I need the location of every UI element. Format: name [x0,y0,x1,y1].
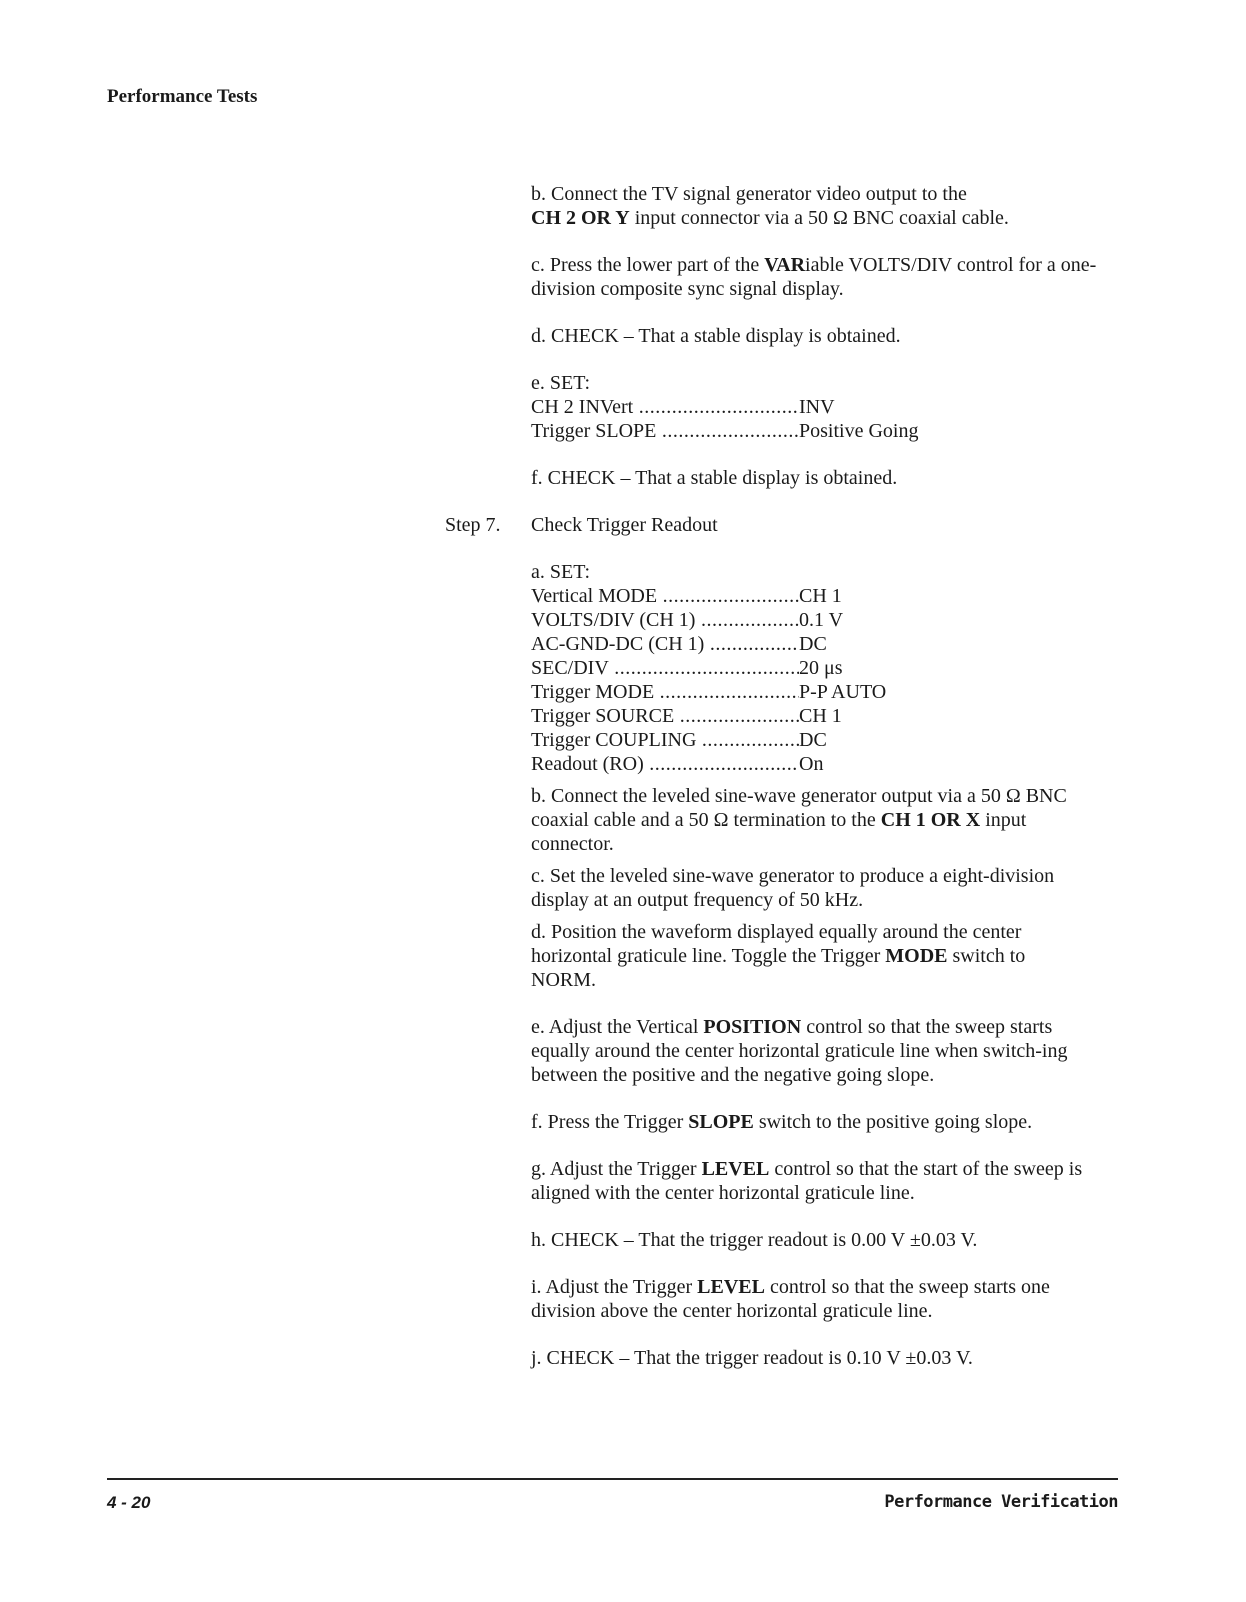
step-b-connect-tv: b. Connect the TV signal generator video output to the CH 2 OR Y input connector via a 50 Ω BNC coaxial cable. [531,183,1009,229]
step-7f-press-slope: f. Press the Trigger SLOPE switch to the positive going slope. [531,1111,1033,1133]
bold-term: SLOPE [688,1111,754,1133]
page-header-title: Performance Tests [107,86,258,107]
bold-term: LEVEL [697,1276,765,1298]
setting-label: AC-GND-DC (CH 1) ..... [531,632,799,656]
bold-term: LEVEL [701,1158,770,1180]
step-7d-position: d. Position the waveform displayed equally around the center horizontal graticule line. Toggle the Trigger MODE switch to NORM. [531,921,1026,991]
bold-term: CH 2 OR Y [531,207,630,229]
setting-label: VOLTS/DIV (CH 1) ..... [531,608,799,632]
step-7e-adjust-position: e. Adjust the Vertical POSITION control so that the sweep starts equally around the center horizontal graticule line when switch-ing between the positive and the negative going slope. [531,1016,1068,1086]
setting-row [531,584,1131,608]
setting-row [531,632,1131,656]
setting-value: Positive Going [799,420,919,442]
bold-term: POSITION [703,1016,802,1038]
step-number: Step 7. [445,514,501,536]
setting-label: Trigger SOURCE ..... [531,704,799,728]
setting-row [531,728,1131,752]
setting-label: Readout (RO) ..... [531,752,799,776]
setting-value: DC [799,729,827,751]
setting-label: CH 2 INVert ..... [531,395,799,419]
setting-value: 20 μs [799,657,843,679]
setting-value: On [799,753,824,775]
document-body [445,182,1131,1370]
setting-row [531,419,1131,443]
step-d-check: d. CHECK – That a stable display is obtained. [531,325,901,347]
setting-label: Trigger COUPLING ..... [531,728,799,752]
setting-row [531,656,1131,680]
settings-list-a [531,560,1131,776]
step-7b-connect: b. Connect the leveled sine-wave generator output via a 50 Ω BNC coaxial cable and a 50 Ω termination to the CH 1 OR X input connector. [531,785,1067,855]
footer-divider [107,1478,1118,1480]
setting-value: CH 1 [799,585,842,607]
setting-value: CH 1 [799,705,842,727]
page-number: 4 - 20 [107,1493,151,1512]
settings-list-e [531,371,1131,443]
setting-value: P-P AUTO [799,681,887,703]
setting-value: 0.1 V [799,609,844,631]
setting-row [531,608,1131,632]
settings-title: e. SET: [531,372,590,394]
step-7c-set-generator: c. Set the leveled sine-wave generator to produce a eight-division display at an output frequency of 50 kHz. [531,865,1055,911]
bold-term: CH 1 OR X [880,809,981,831]
step-7-heading [445,513,1131,537]
step-7i-adjust-level: i. Adjust the Trigger LEVEL control so that the sweep starts one division above the center horizontal graticule line. [531,1276,1050,1322]
setting-label: SEC/DIV ..... [531,656,799,680]
step-f-check: f. CHECK – That a stable display is obtained. [531,467,898,489]
step-7h-check: h. CHECK – That the trigger readout is 0.00 V ±0.03 V. [531,1229,978,1251]
setting-label: Trigger MODE ..... [531,680,799,704]
step-7g-adjust-level: g. Adjust the Trigger LEVEL control so that the start of the sweep is aligned with the center horizontal graticule line. [531,1158,1083,1204]
step-c-press-var: c. Press the lower part of the VARiable VOLTS/DIV control for a one-division composite sync signal display. [531,254,1097,300]
bold-term: MODE [885,945,948,967]
setting-row [531,704,1131,728]
setting-row [531,752,1131,776]
settings-title: a. SET: [531,561,590,583]
setting-row [531,395,1131,419]
step-7j-check: j. CHECK – That the trigger readout is 0.10 V ±0.03 V. [531,1347,973,1369]
setting-value: INV [799,396,835,418]
setting-label: Vertical MODE ..... [531,584,799,608]
footer-section-title: Performance Verification [884,1492,1118,1512]
setting-label: Trigger SLOPE ..... [531,419,799,443]
setting-row [531,680,1131,704]
step-title: Check Trigger Readout [531,514,718,536]
bold-term: VAR [764,254,806,276]
setting-value: DC [799,633,827,655]
